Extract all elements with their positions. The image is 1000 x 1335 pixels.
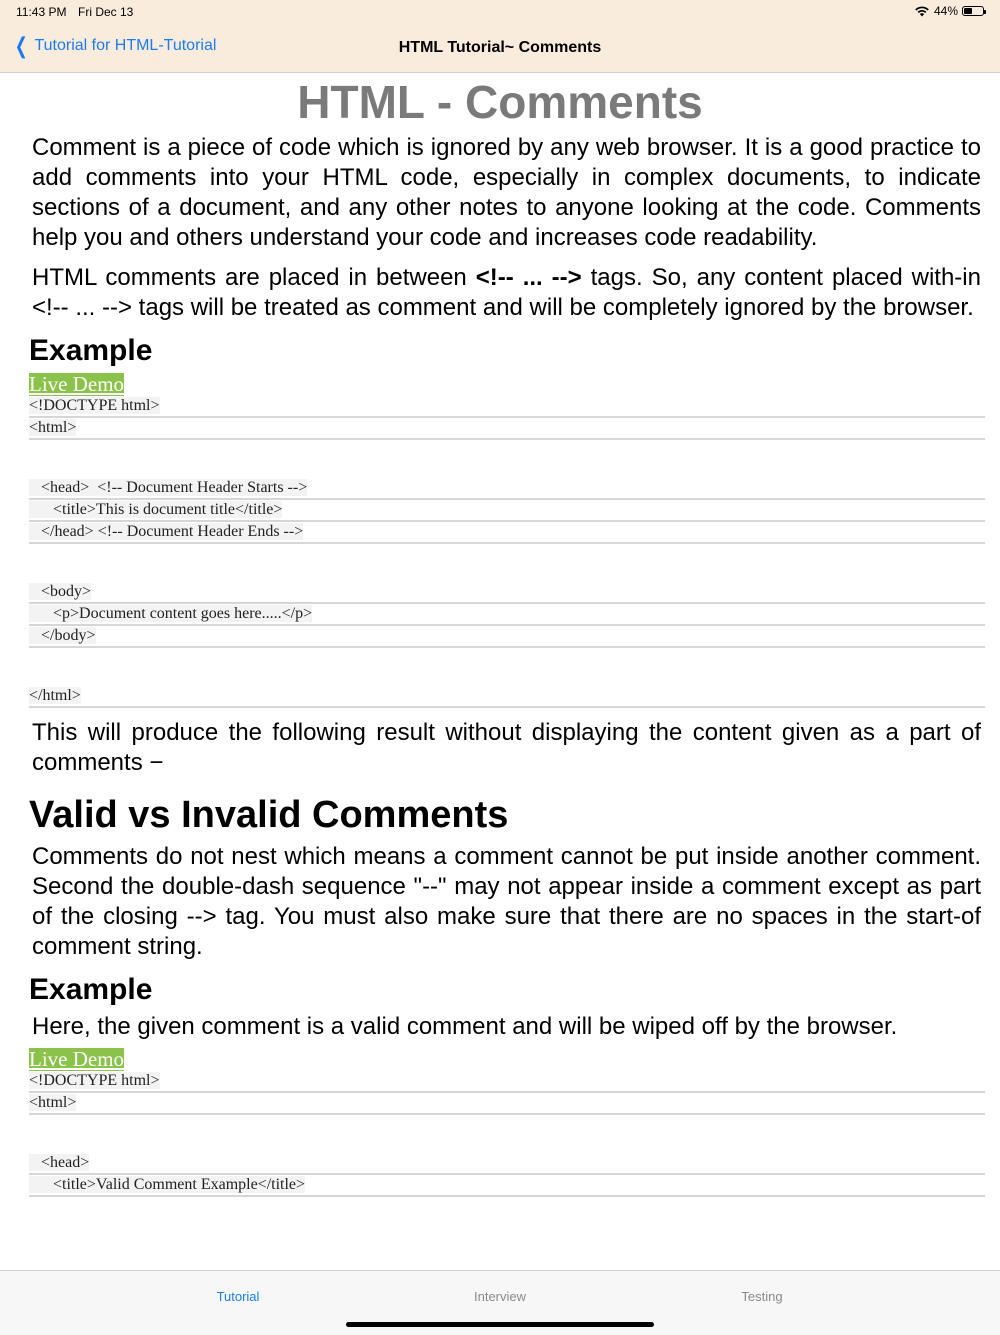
code-line-text: </body> — [29, 627, 96, 644]
code-line-text: <!DOCTYPE html> — [29, 1072, 160, 1089]
code-line — [29, 1153, 985, 1175]
section-paragraph: Comments do not nest which means a comment cannot be put inside another comment. Second the double-dash sequence "--" may not appear inside a comment except as part of the closing --> tag. You must also make sure that there are no spaces in the start-of comment string. — [32, 843, 981, 960]
code-line — [29, 686, 985, 708]
code-line-text: <title>Valid Comment Example</title> — [29, 1176, 306, 1193]
battery-icon — [962, 6, 984, 16]
syntax-text-post: tags. So, any content placed with-in <!-- ... --> tags will be treated as comment and will be completely ignored by the browser. — [32, 264, 981, 321]
code-line-text: <!DOCTYPE html> — [29, 397, 160, 414]
comments-syntax-paragraph — [32, 263, 981, 323]
code-line — [29, 478, 985, 500]
example-heading: Example — [29, 334, 153, 367]
code-line-text: <p>Document content goes here.....</p> — [29, 605, 313, 622]
result-paragraph: This will produce the following result without displaying the content given as a part of comments − — [32, 719, 981, 776]
tab-interview[interactable]: Interview — [473, 1289, 527, 1304]
code-example-1 — [29, 396, 985, 708]
code-line — [29, 1175, 985, 1197]
code-line-text: <html> — [29, 419, 77, 436]
battery-percent: 44% — [933, 4, 958, 18]
wifi-icon — [914, 5, 930, 17]
code-line — [29, 500, 985, 522]
code-line-text: </html> — [29, 687, 81, 704]
back-button-label: Tutorial for HTML-Tutorial — [34, 37, 217, 54]
code-line — [29, 522, 985, 544]
status-date: Fri Dec 13 — [78, 5, 134, 19]
battery-fill — [964, 8, 972, 14]
live-demo-button[interactable]: Live Demo — [29, 372, 125, 396]
code-line — [29, 396, 985, 418]
top-bar — [0, 0, 1000, 73]
syntax-text-pre: HTML comments are placed in between — [32, 264, 476, 291]
code-line-text: </head> <!-- Document Header Ends --> — [29, 523, 304, 540]
section-heading-valid-invalid: Valid vs Invalid Comments — [29, 794, 509, 836]
code-line — [29, 582, 985, 604]
code-line — [29, 604, 985, 626]
status-time: 11:43 PM — [16, 5, 67, 19]
code-line-text: <title>This is document title</title> — [29, 501, 283, 518]
code-line — [29, 544, 985, 582]
example-heading-2: Example — [29, 973, 153, 1006]
syntax-code: <!-- ... --> — [475, 264, 582, 291]
code-line-text: <html> — [29, 1094, 77, 1111]
code-line — [29, 1093, 985, 1115]
page-title: HTML - Comments — [297, 76, 703, 128]
tab-tutorial[interactable]: Tutorial — [216, 1289, 260, 1304]
code-line-text: <head> <!-- Document Header Starts --> — [29, 479, 308, 496]
example-2-paragraph: Here, the given comment is a valid comment and will be wiped off by the browser. — [32, 1013, 898, 1040]
code-line-text: <body> — [29, 583, 92, 600]
code-line-text: <head> — [29, 1154, 90, 1171]
code-line — [29, 1115, 985, 1153]
nav-title: HTML Tutorial~ Comments — [398, 39, 602, 56]
tutorial-content[interactable] — [0, 73, 1000, 1269]
status-indicators — [914, 4, 984, 18]
home-indicator — [346, 1322, 654, 1327]
code-line — [29, 1071, 985, 1093]
code-line — [29, 418, 985, 440]
live-demo-button-2[interactable]: Live Demo — [29, 1047, 125, 1071]
code-line — [29, 648, 985, 686]
code-example-2 — [29, 1071, 985, 1197]
chevron-left-icon: ❮ — [14, 33, 28, 58]
intro-paragraph: Comment is a piece of code which is ignored by any web browser. It is a good practice to add comments into your HTML code, especially in complex documents, to indicate sections of a document, and any other notes to anyone looking at the code. Comments help you and others understand your code and increases code readability. — [32, 134, 981, 251]
tab-testing[interactable]: Testing — [741, 1289, 783, 1304]
code-line — [29, 440, 985, 478]
code-line — [29, 626, 985, 648]
